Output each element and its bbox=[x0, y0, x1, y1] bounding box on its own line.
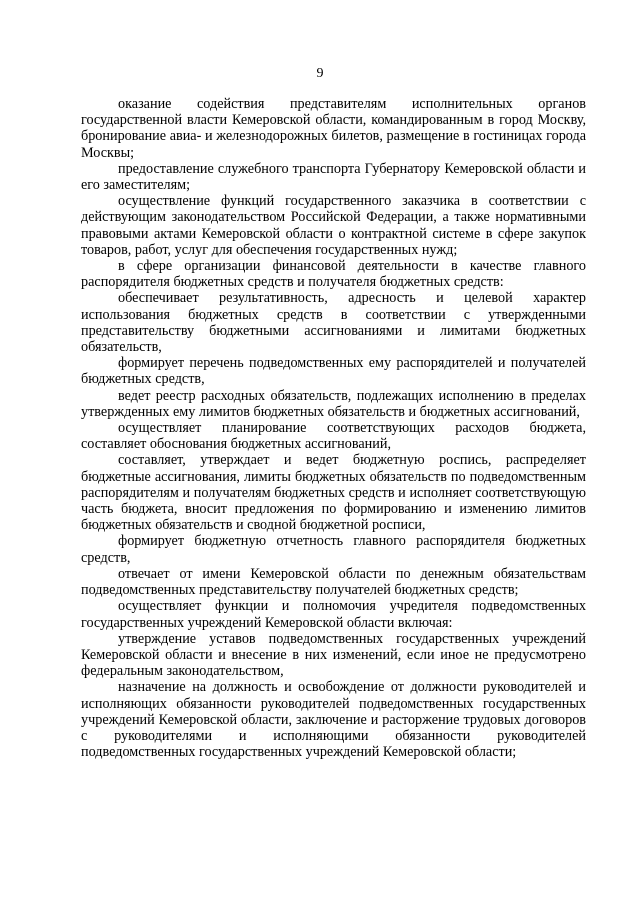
paragraph: предоставление служебного транспорта Губернатору Кемеровской области и его заместителям; bbox=[81, 160, 586, 194]
paragraph: обеспечивает результативность, адресность и целевой характер использования бюджетных средств в соответствии с утвержденными представительству бюджетными ассигнованиями и лимитами бюджетных обязательств, bbox=[81, 290, 586, 356]
page-number: 9 bbox=[316, 66, 324, 81]
paragraph: осуществляет планирование соответствующих расходов бюджета, составляет обоснования бюджетных ассигнований, bbox=[81, 420, 586, 453]
paragraph: составляет, утверждает и ведет бюджетную роспись, распределяет бюджетные ассигнования, лимиты бюджетных обязательств по подведомственным распорядителям и получателям бюджетных средств и исполняет соответствующую часть бюджета, вносит предложения по формированию и изменению лимитов бюджетных обязательств и сводной бюджетной росписи, bbox=[81, 452, 586, 534]
paragraph: назначение на должность и освобождение от должности руководителей и исполняющих обязанности руководителей подведомственных государственных учреждений Кемеровской области, заключение и расторжение трудовых договоров с руководителями и исполняющими обязанности руководителей подведомственных государственных учреждений Кемеровской области; bbox=[81, 679, 586, 761]
paragraph: отвечает от имени Кемеровской области по денежным обязательствам подведомственных представительству получателей бюджетных средств; bbox=[81, 565, 586, 599]
paragraph: оказание содействия представителям исполнительных органов государственной власти Кемеровской области, командированным в город Москву, бронирование авиа- и железнодорожных билетов, размещение в гостиницах города Москвы; bbox=[81, 96, 586, 161]
paragraph: ведет реестр расходных обязательств, подлежащих исполнению в пределах утвержденных ему лимитов бюджетных обязательств и бюджетных ассигнований, bbox=[81, 387, 586, 420]
paragraph: в сфере организации финансовой деятельности в качестве главного распорядителя бюджетных средств и получателя бюджетных средств: bbox=[81, 258, 586, 291]
document-body bbox=[81, 96, 586, 760]
paragraph: формирует перечень подведомственных ему распорядителей и получателей бюджетных средств, bbox=[81, 355, 586, 388]
paragraph: формирует бюджетную отчетность главного распорядителя бюджетных средств, bbox=[81, 533, 586, 566]
paragraph: осуществление функций государственного заказчика в соответствии с действующим законодательством Российской Федерации, а также нормативными правовыми актами Кемеровской области о контрактной системе в сфере закупок товаров, работ, услуг для обеспечения государственных нужд; bbox=[81, 193, 586, 258]
paragraph: утверждение уставов подведомственных государственных учреждений Кемеровской области и внесение в них изменений, если иное не предусмотрено федеральным законодательством, bbox=[81, 630, 586, 680]
paragraph: осуществляет функции и полномочия учредителя подведомственных государственных учреждений Кемеровской области включая: bbox=[81, 598, 586, 631]
